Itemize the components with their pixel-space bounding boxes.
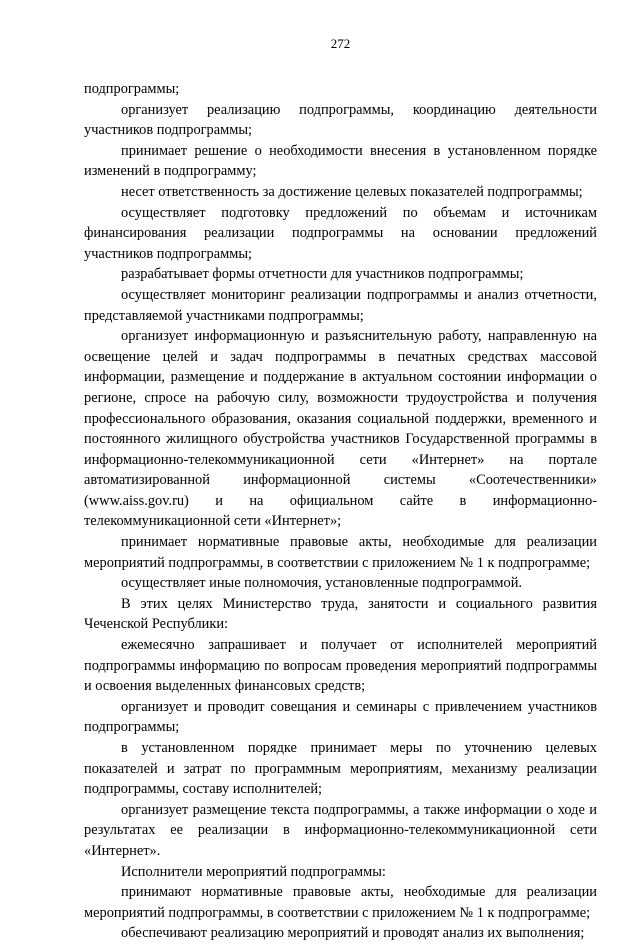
paragraph: организует реализацию подпрограммы, координацию деятельности участников подпрограммы;	[84, 101, 597, 139]
paragraph: несет ответственность за достижение целевых показателей подпрограммы;	[121, 183, 583, 200]
paragraph: в установленном порядке принимает меры по уточнению целевых показателей и затрат по программным мероприятиям, механизму реализации подпрограммы, составу исполнителей;	[84, 740, 597, 798]
paragraph-continuation: подпрограммы;	[84, 81, 180, 97]
paragraph: организует информационную и разъяснительную работу, направленную на освещение целей и задач подпрограммы в печатных средствах массовой информации, размещение и поддержание в актуальном состоянии информации о регионе, спросе на рабочую силу, возможности трудоустройства и получения профессионального образования, оказания социальной поддержки, временного и постоянного жилищного обустройства участников Государственной программы в информационно-телекоммуникационной сети «Интернет» на портале автоматизированной информационной системы «Соотечественники» (www.aiss.gov.ru) и на официальном сайте в информационно-телекоммуникационной сети «Интернет»;	[84, 328, 597, 530]
page-number: 272	[330, 36, 351, 51]
paragraph: обеспечивают реализацию мероприятий и проводят анализ их выполнения;	[121, 925, 585, 942]
paragraph: ежемесячно запрашивает и получает от исполнителей мероприятий подпрограммы информацию по вопросам проведения мероприятий подпрограммы и освоения выделенных финансовых средств;	[84, 637, 597, 695]
paragraph: Исполнители мероприятий подпрограммы:	[121, 863, 386, 880]
paragraph: осуществляет подготовку предложений по объемам и источникам финансирования реализации подпрограммы на основании предложений участников подпрограммы;	[84, 204, 597, 262]
paragraph: осуществляет иные полномочия, установленные подпрограммой.	[121, 575, 523, 592]
paragraph: разрабатывает формы отчетности для участников подпрограммы;	[121, 266, 524, 283]
paragraph: организует и проводит совещания и семинары с привлечением участников подпрограммы;	[84, 698, 597, 736]
paragraph: принимают нормативные правовые акты, необходимые для реализации мероприятий подпрограммы, в соответствии с приложением № 1 к подпрограмме;	[84, 884, 597, 921]
paragraph: В этих целях Министерство труда, занятости и социального развития Чеченской Республики:	[84, 595, 597, 633]
document-page	[84, 36, 597, 944]
paragraph: осуществляет мониторинг реализации подпрограммы и анализ отчетности, представляемой участниками подпрограммы;	[84, 286, 597, 324]
paragraph: принимает решение о необходимости внесения в установленном порядке изменений в подпрограмму;	[84, 142, 597, 180]
paragraph: организует размещение текста подпрограммы, а также информации о ходе и результатах ее реализации в информационно-телекоммуникационной сети «Интернет».	[84, 801, 597, 859]
paragraph: принимает нормативные правовые акты, необходимые для реализации мероприятий подпрограммы, в соответствии с приложением № 1 к подпрограмме;	[84, 534, 597, 571]
